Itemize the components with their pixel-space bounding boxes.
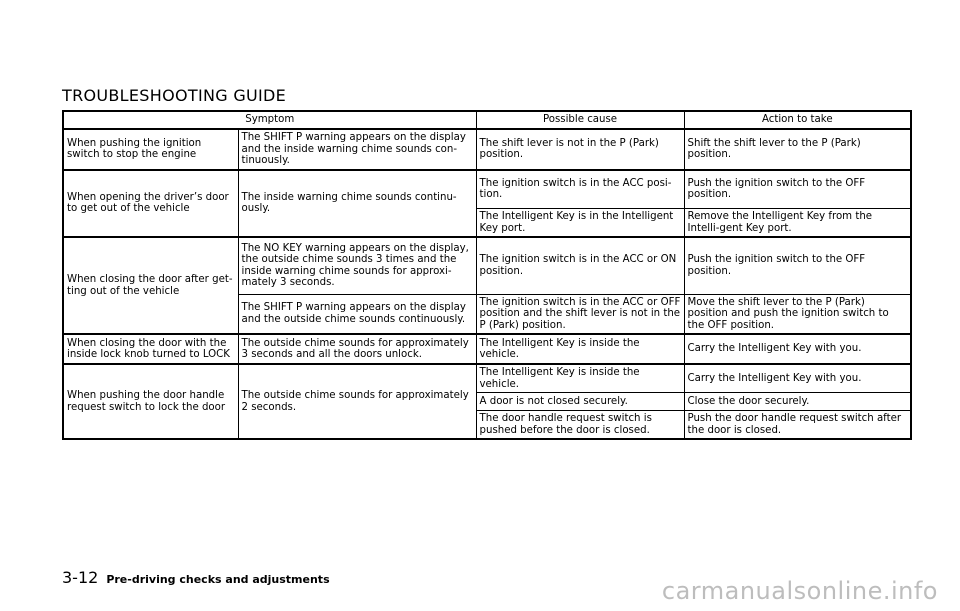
cause-cell: The Intelligent Key is inside the vehicle. (476, 364, 684, 393)
symptom-detail-cell: The outside chime sounds for approximately 2 seconds. (238, 364, 476, 439)
symptom-detail-cell: The SHIFT P warning appears on the display and the outside chime sounds continuously. (238, 294, 476, 334)
action-cell: Shift the shift lever to the P (Park) position. (684, 129, 911, 170)
cause-cell: The ignition switch is in the ACC or ON position. (476, 237, 684, 294)
action-cell: Push the door handle request switch after the door is closed. (684, 411, 911, 440)
cause-cell: The door handle request switch is pushed before the door is closed. (476, 411, 684, 440)
action-cell: Move the shift lever to the P (Park) position and push the ignition switch to the OFF position. (684, 294, 911, 334)
cause-cell: The shift lever is not in the P (Park) position. (476, 129, 684, 170)
symptom-detail-cell: The SHIFT P warning appears on the display and the inside warning chime sounds con-tinuously. (238, 129, 476, 170)
table-row (63, 129, 911, 170)
column-header-action: Action to take (684, 111, 911, 129)
column-header-cause: Possible cause (476, 111, 684, 129)
cause-cell: The ignition switch is in the ACC or OFF position and the shift lever is not in the P (Park) position. (476, 294, 684, 334)
page-number: 3-12 (62, 568, 99, 587)
action-cell: Carry the Intelligent Key with you. (684, 364, 911, 393)
table-row (63, 237, 911, 294)
action-cell: Remove the Intelligent Key from the Intelli-gent Key port. (684, 209, 911, 238)
symptom-cell: When pushing the ignition switch to stop the engine (67, 137, 202, 161)
cause-cell: The Intelligent Key is in the Intelligent Key port. (476, 209, 684, 238)
symptom-detail-cell: The inside warning chime sounds continu-ously. (238, 170, 476, 238)
action-cell: Push the ignition switch to the OFF position. (684, 237, 911, 294)
cause-cell: The Intelligent Key is inside the vehicle. (476, 334, 684, 364)
symptom-cell: When closing the door with the inside lock knob turned to LOCK (63, 334, 238, 364)
symptom-detail-cell: The NO KEY warning appears on the display, the outside chime sounds 3 times and the inside warning chime sounds for approxi-mately 3 seconds. (238, 237, 476, 294)
cause-cell: The ignition switch is in the ACC posi-tion. (476, 170, 684, 209)
symptom-cell: When pushing the door handle request switch to lock the door (63, 364, 238, 439)
symptom-cell: When closing the door after get-ting out of the vehicle (63, 237, 238, 334)
page-footer (62, 568, 330, 587)
action-cell: Push the ignition switch to the OFF position. (684, 170, 911, 209)
column-header-symptom: Symptom (63, 111, 476, 129)
watermark: carmanualsonline.info (661, 577, 938, 605)
page-title: TROUBLESHOOTING GUIDE (62, 86, 287, 105)
table-row (63, 334, 911, 364)
table-row (63, 170, 911, 209)
cause-cell: A door is not closed securely. (476, 393, 684, 411)
table-header-row (63, 111, 911, 129)
action-cell: Carry the Intelligent Key with you. (684, 334, 911, 364)
section-title: Pre-driving checks and adjustments (106, 573, 330, 586)
troubleshooting-table (62, 110, 912, 440)
table-row (63, 364, 911, 393)
symptom-cell: When opening the driver’s door to get out of the vehicle (63, 170, 238, 238)
action-cell: Close the door securely. (684, 393, 911, 411)
symptom-detail-cell: The outside chime sounds for approximately 3 seconds and all the doors unlock. (238, 334, 476, 364)
